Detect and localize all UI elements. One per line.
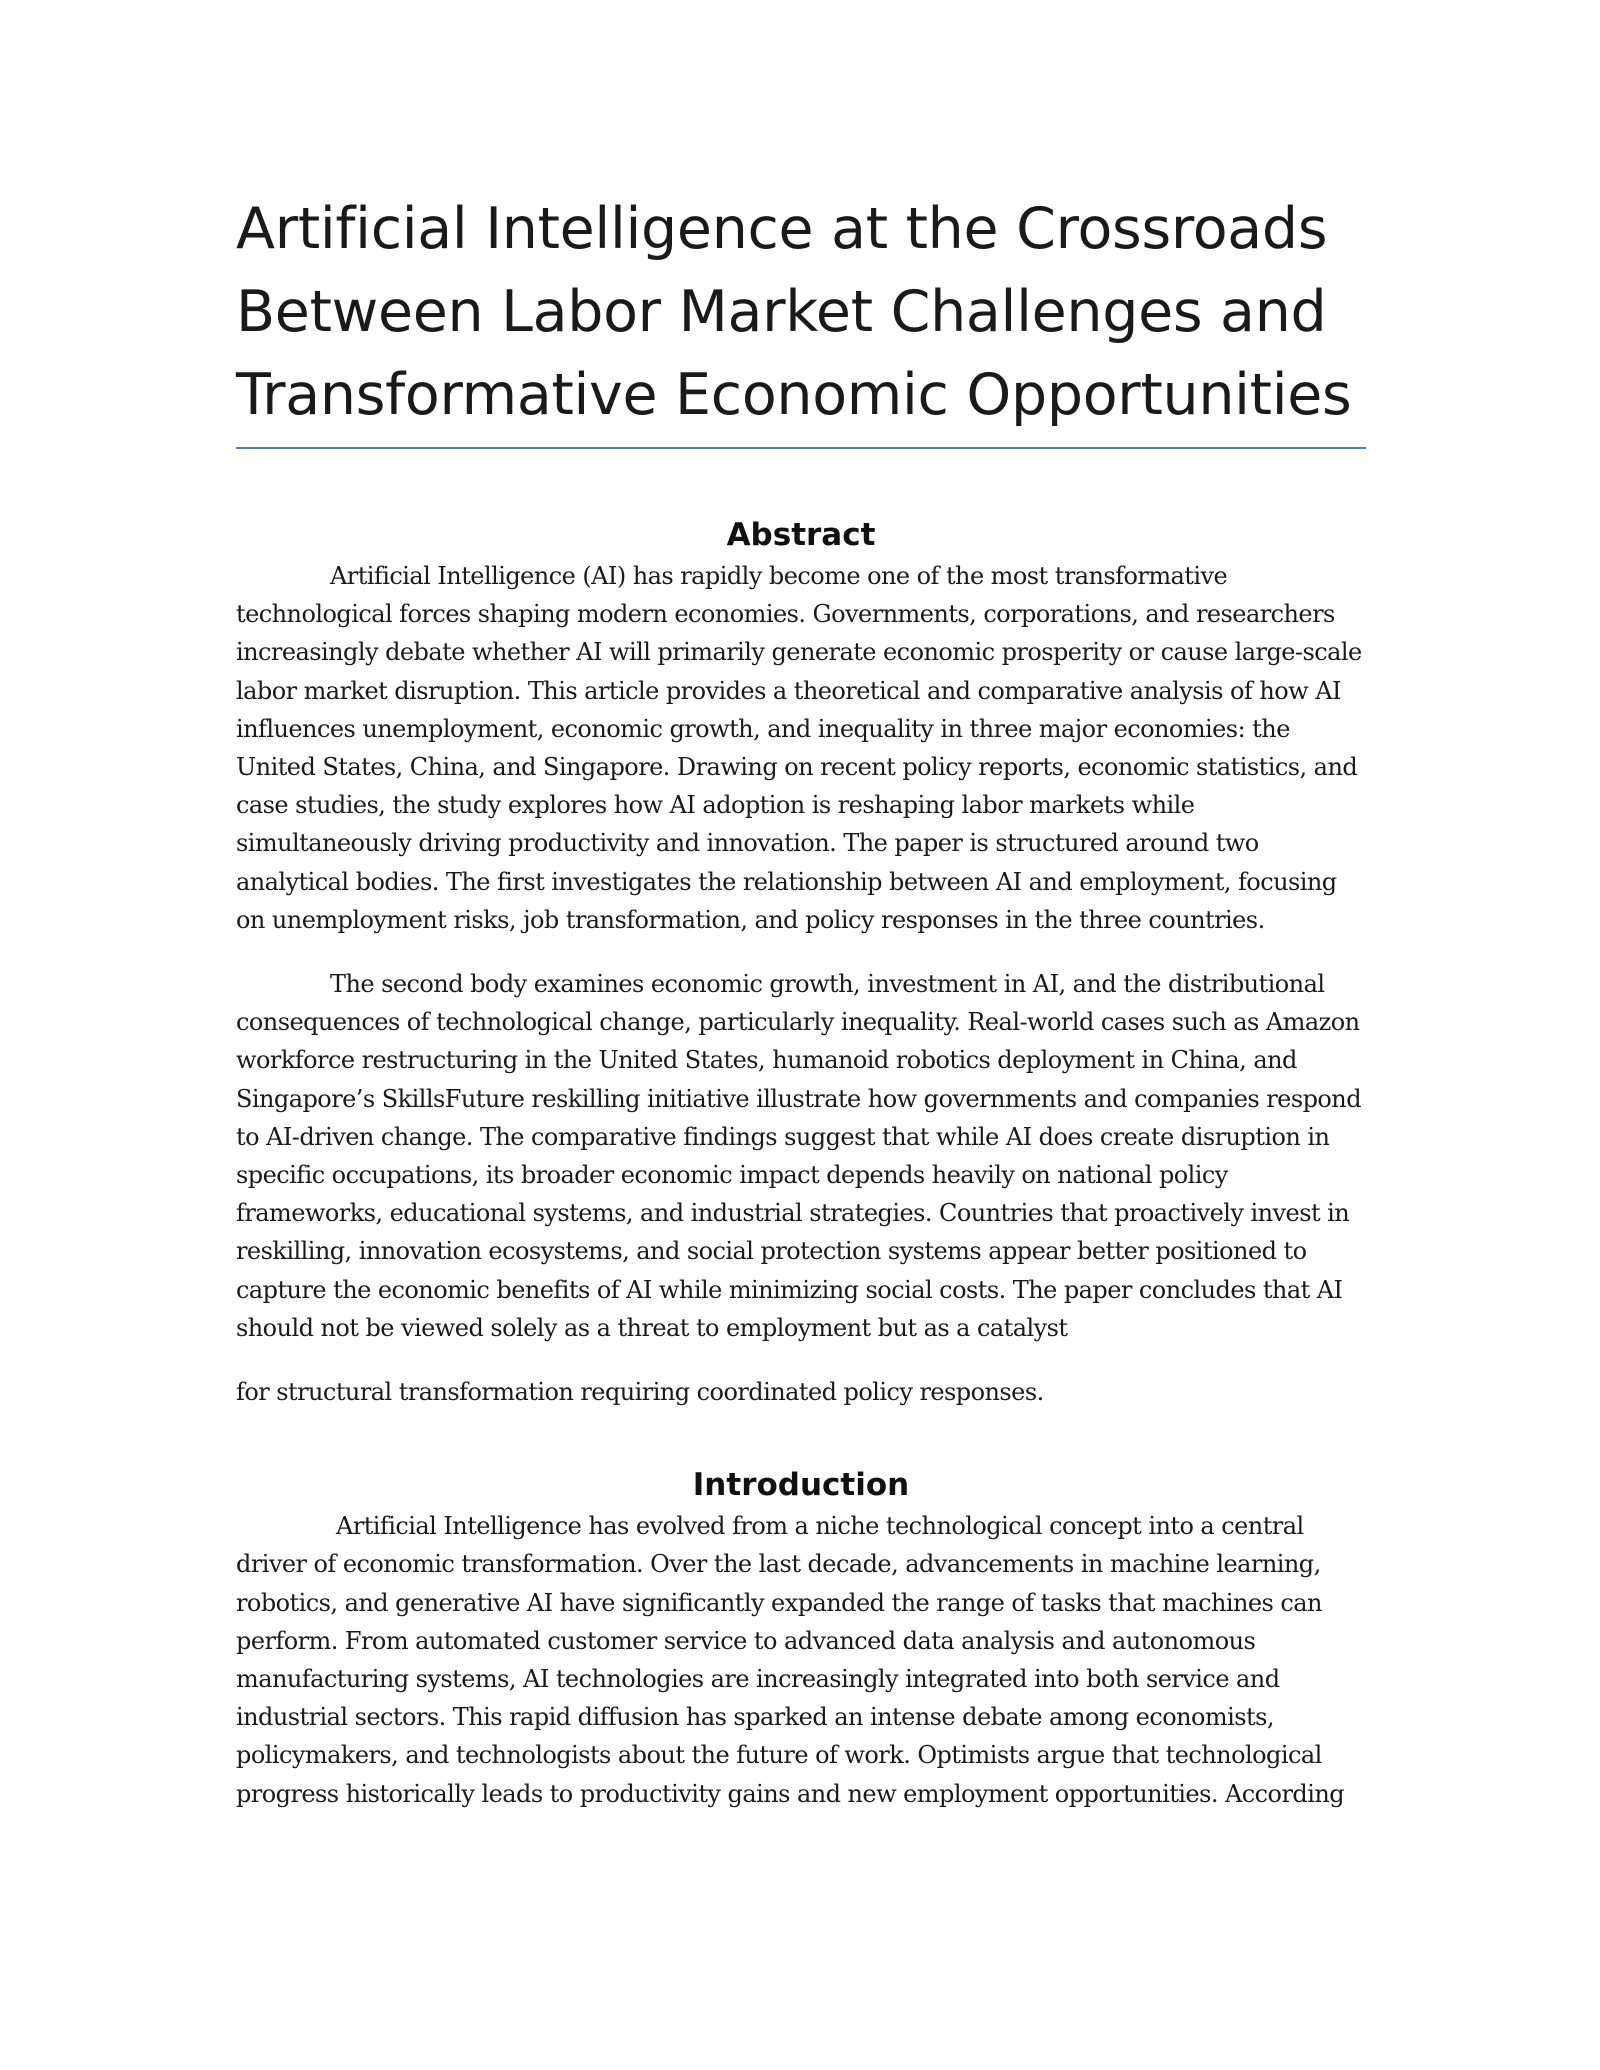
abstract-paragraph-1 [236,557,1366,939]
text-line: workforce restructuring in the United States, humanoid robotics deployment in China, and [236,1046,1297,1075]
text-line: United States, China, and Singapore. Drawing on recent policy reports, economic statistics, and [236,753,1358,782]
text-line: for structural transformation requiring coordinated policy responses. [236,1378,1044,1407]
text-line: influences unemployment, economic growth, and inequality in three major economies: the [236,714,1290,743]
text-line: driver of economic transformation. Over the last decade, advancements in machine learning, [236,1550,1321,1579]
text-line: case studies, the study explores how AI adoption is reshaping labor markets while [236,791,1195,820]
text-line: perform. From automated customer service to advanced data analysis and autonomous [236,1626,1256,1655]
text-line: progress historically leads to productivity gains and new employment opportunities. According [236,1779,1345,1808]
introduction-paragraph-1 [236,1507,1366,1813]
text-line: The second body examines economic growth, investment in AI, and the distributional [330,970,1325,999]
text-line: robotics, and generative AI have significantly expanded the range of tasks that machines can [236,1588,1322,1617]
text-line: manufacturing systems, AI technologies are increasingly integrated into both service and [236,1665,1280,1694]
text-line: capture the economic benefits of AI while minimizing social costs. The paper concludes that AI [236,1275,1343,1304]
text-line: consequences of technological change, particularly inequality. Real-world cases such as Amazon [236,1008,1360,1037]
text-line: reskilling, innovation ecosystems, and social protection systems appear better positioned to [236,1237,1307,1266]
text-line: specific occupations, its broader economic impact depends heavily on national policy [236,1161,1228,1190]
text-line: policymakers, and technologists about the future of work. Optimists argue that technological [236,1741,1322,1770]
text-line: frameworks, educational systems, and industrial strategies. Countries that proactively invest in [236,1199,1350,1228]
title-line: Artificial Intelligence at the Crossroads [236,196,1328,262]
title-line: Transformative Economic Opportunities [236,362,1352,428]
abstract-paragraph-2 [236,965,1366,1347]
text-line: industrial sectors. This rapid diffusion has sparked an intense debate among economists, [236,1703,1274,1732]
text-line: Artificial Intelligence (AI) has rapidly become one of the most transformative [330,562,1228,590]
text-line: analytical bodies. The first investigates the relationship between AI and employment, focusing [236,867,1337,896]
introduction-heading: Introduction [692,1467,910,1504]
document-title [236,188,1366,437]
text-line: technological forces shaping modern economies. Governments, corporations, and researchers [236,600,1335,629]
text-line: Artificial Intelligence has evolved from a niche technological concept into a central [336,1512,1304,1541]
text-line: on unemployment risks, job transformation, and policy responses in the three countries. [236,905,1265,934]
title-line: Between Labor Market Challenges and [236,279,1327,345]
abstract-paragraph-3 [236,1373,1366,1411]
text-line: simultaneously driving productivity and innovation. The paper is structured around two [236,829,1259,858]
abstract-heading: Abstract [726,517,876,553]
text-line: should not be viewed solely as a threat to employment but as a catalyst [236,1313,1068,1342]
text-line: increasingly debate whether AI will primarily generate economic prosperity or cause large-scale [236,638,1362,667]
document-content [236,188,1366,1813]
text-line: to AI-driven change. The comparative findings suggest that while AI does create disruption in [236,1122,1330,1151]
text-line: Singapore’s SkillsFuture reskilling initiative illustrate how governments and companies respond [236,1084,1362,1113]
text-line: labor market disruption. This article provides a theoretical and comparative analysis of how AI [236,676,1341,705]
title-underline-rule [236,447,1366,449]
